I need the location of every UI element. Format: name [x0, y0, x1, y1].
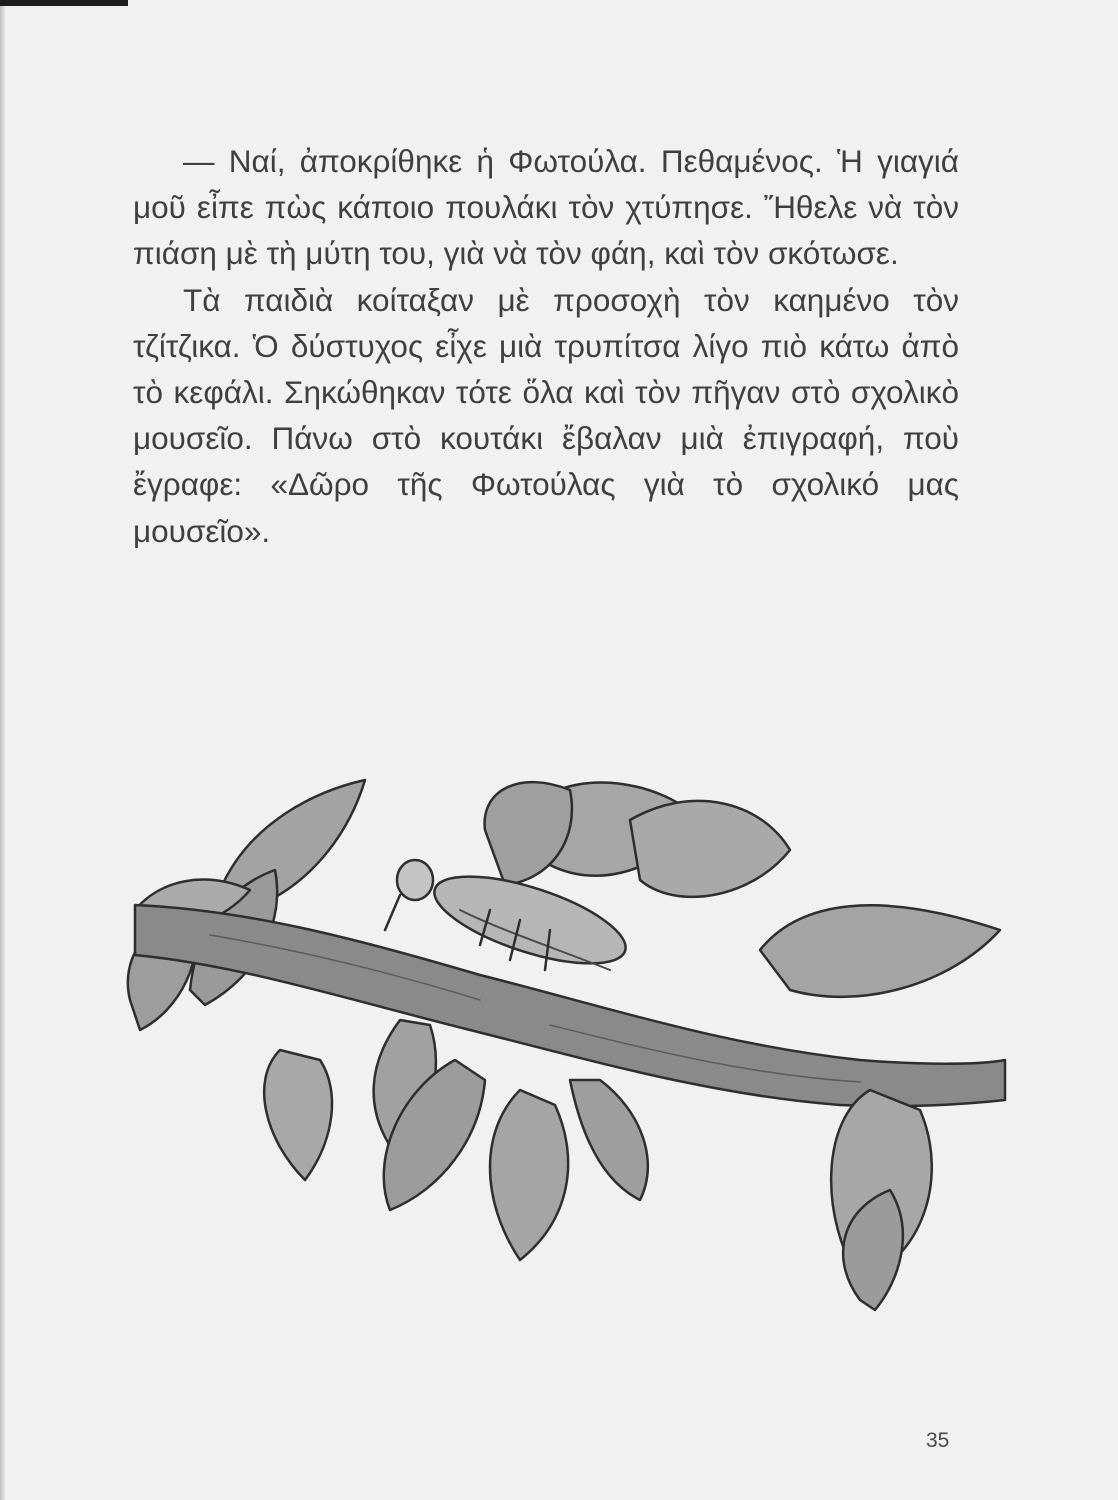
leaf-icon	[630, 801, 790, 897]
scan-edge-mark	[0, 0, 128, 6]
story-text	[133, 138, 959, 554]
leaf-icon	[490, 1090, 568, 1260]
paragraph-1: — Ναί, ἀποκρίθηκε ἡ Φωτούλα. Πεθαμένος. Ἡ γιαγιά μοῦ εἶπε πὼς κάποιο πουλάκι τὸν χτύπησε. Ἤθελε νὰ τὸν πιάση μὲ τὴ μύτη του, γιὰ νὰ τὸν φάη, καὶ τὸν σκότωσε.	[133, 143, 959, 272]
page-number: 35	[926, 1429, 950, 1452]
leaf-icon	[264, 1050, 332, 1180]
paragraph-2: Τὰ παιδιὰ κοίταξαν μὲ προσοχὴ τὸν καημένο τὸν τζίτζικα. Ὁ δύστυχος εἶχε μιὰ τρυπίτσα λίγο πιὸ κάτω ἀπὸ τὸ κεφάλι. Σηκώθηκαν τότε ὅλα καὶ τὸν πῆγαν στὸ σχολικὸ μουσεῖο. Πάνω στὸ κουτάκι ἔβαλαν μιὰ ἐπιγραφή, ποὺ ἔγραφε: «Δῶρο τῆς Φωτούλας γιὰ τὸ σχολικό μας μουσεῖο».	[133, 281, 959, 549]
leaf-icon	[570, 1080, 648, 1200]
leaf-icon	[760, 905, 1000, 997]
cicada-illustration	[100, 760, 1020, 1320]
